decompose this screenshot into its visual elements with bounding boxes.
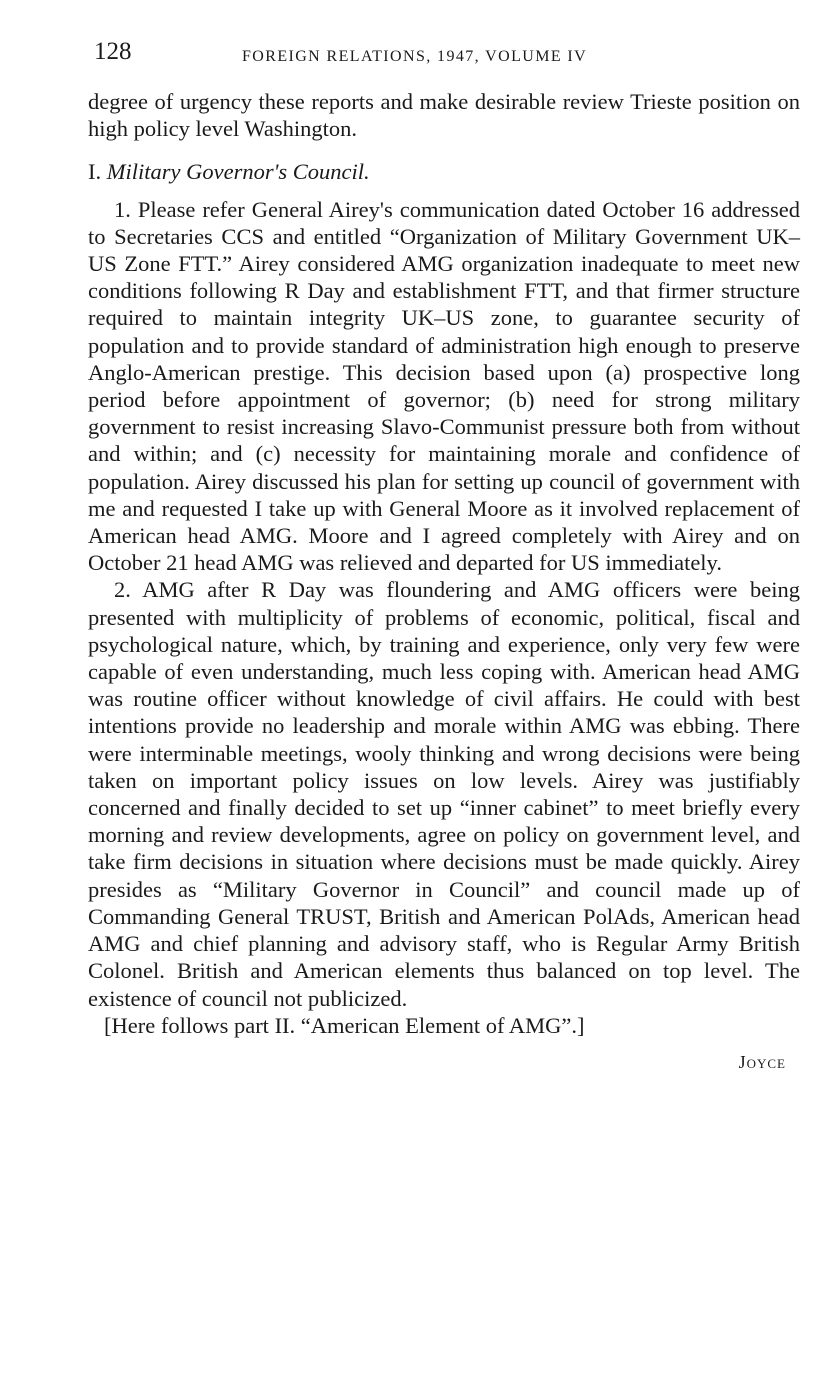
section-heading: [88, 158, 800, 185]
body-text: [88, 88, 800, 1076]
running-title: FOREIGN RELATIONS, 1947, VOLUME IV: [242, 48, 588, 65]
continuation-paragraph: degree of urgency these reports and make desirable review Trieste position on high policy level Washington.: [88, 89, 800, 142]
paragraph-1: 1. Please refer General Airey's communication dated October 16 addressed to Secretaries CCS and entitled “Organization of Military Government UK–US Zone FTT.” Airey considered AMG organization inadequate to meet new conditions following R Day and establishment FTT, and that firmer structure required to maintain integrity UK–US zone, to guarantee security of population and to provide standard of administration high enough to preserve Anglo-American prestige. This decision based upon (a) prospective long period before appointment of governor; (b) need for strong military government to resist increasing Slavo-Communist pressure both from without and within; and (c) necessity for maintaining morale and confidence of population. Airey discussed his plan for setting up council of government with me and requested I take up with General Moore as it involved replacement of American head AMG. Moore and I agreed completely with Airey and on October 21 head AMG was relieved and departed for US immediately.: [88, 196, 800, 576]
section-title: Military Governor's Council.: [106, 159, 370, 185]
editorial-note: [Here follows part II. “American Element of AMG”.]: [104, 1012, 585, 1038]
section-numeral: I.: [88, 159, 102, 185]
paragraph-2: 2. AMG after R Day was floundering and AMG officers were being presented with multiplicity of problems of economic, political, fiscal and psychological nature, which, by training and experience, only very few were capable of even understanding, much less coping with. American head AMG was routine officer without knowledge of civil affairs. He could with best intentions provide no leadership and morale within AMG was ebbing. There were interminable meetings, wooly thinking and wrong decisions were being taken on important policy issues on low levels. Airey was justifiably concerned and finally decided to set up “inner cabinet” to meet briefly every morning and review developments, agree on policy on government level, and take firm decisions in situation where decisions must be made quickly. Airey presides as “Military Governor in Council” and council made up of Commanding General TRUST, British and American PolAds, American head AMG and chief planning and advisory staff, who is Regular Army British Colonel. British and American elements thus balanced on top level. The existence of council not publicized.: [88, 577, 800, 1011]
running-head: [88, 38, 800, 78]
page-number: 128: [94, 38, 132, 65]
signature: Joyce: [738, 1051, 786, 1072]
